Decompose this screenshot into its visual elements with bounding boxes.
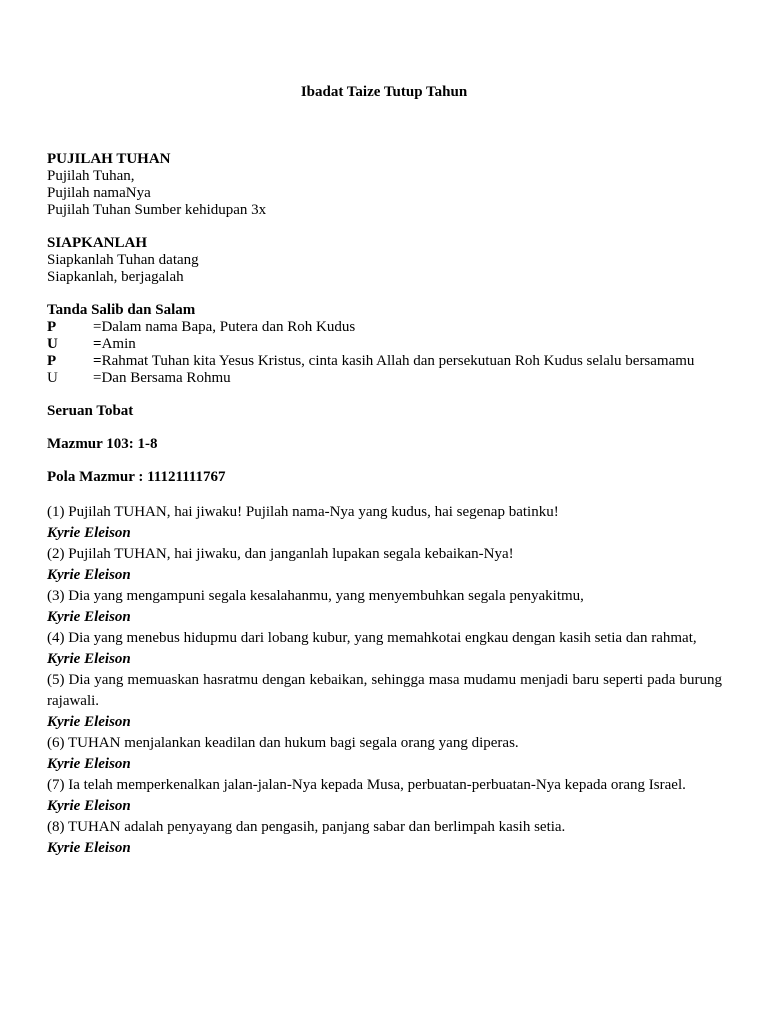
liturgy-text: Rahmat Tuhan kita Yesus Kristus, cinta kasih Allah dan persekutuan Roh Kudus selalu bersamamu (101, 353, 695, 369)
liturgy-equals: = (93, 319, 102, 335)
section-heading-seruan-tobat: Seruan Tobat (47, 403, 134, 419)
psalm-response: Kyrie Eleison (47, 525, 131, 541)
speaker-label: U (47, 370, 58, 386)
song-heading-pujilah-tuhan: PUJILAH TUHAN (47, 151, 171, 167)
speaker-label: P (47, 319, 57, 335)
psalm-verse: (8) TUHAN adalah penyayang dan pengasih, panjang sabar dan berlimpah kasih setia. (47, 819, 566, 835)
psalm-pattern: Pola Mazmur : 11121111767 (47, 469, 226, 485)
liturgy-equals: = (93, 336, 102, 352)
liturgy-line (47, 353, 722, 370)
psalm-response: Kyrie Eleison (47, 714, 131, 730)
song-line: Pujilah namaNya (47, 185, 151, 201)
liturgy-text: Dalam nama Bapa, Putera dan Roh Kudus (101, 319, 356, 335)
psalm-verse: (3) Dia yang mengampuni segala kesalahanmu, yang menyembuhkan segala penyakitmu, (47, 588, 584, 604)
speaker-label: U (47, 336, 58, 352)
song-line: Siapkanlah, berjagalah (47, 269, 184, 285)
psalm-verse: (5) Dia yang memuaskan hasratmu dengan kebaikan, sehingga masa mudamu menjadi baru seperti pada burung rajawali. (47, 672, 722, 709)
liturgy-equals: = (93, 370, 102, 386)
psalm-verse: (2) Pujilah TUHAN, hai jiwaku, dan janganlah lupakan segala kebaikan-Nya! (47, 546, 514, 562)
liturgy-equals: = (93, 353, 102, 369)
liturgy-line (47, 370, 722, 387)
psalm-verse: (7) Ia telah memperkenalkan jalan-jalan-Nya kepada Musa, perbuatan-perbuatan-Nya kepada orang Israel. (47, 777, 686, 793)
document-body (47, 151, 722, 859)
psalm-response: Kyrie Eleison (47, 651, 131, 667)
psalm-response: Kyrie Eleison (47, 798, 131, 814)
psalm-response: Kyrie Eleison (47, 609, 131, 625)
section-heading-mazmur: Mazmur 103: 1-8 (47, 436, 158, 452)
psalm-response: Kyrie Eleison (47, 840, 131, 856)
song-line: Siapkanlah Tuhan datang (47, 252, 199, 268)
speaker-label: P (47, 353, 57, 369)
liturgy-line (47, 319, 722, 336)
section-heading-tanda-salib: Tanda Salib dan Salam (47, 302, 196, 318)
song-line: Pujilah Tuhan, (47, 168, 135, 184)
psalm-response: Kyrie Eleison (47, 756, 131, 772)
psalm-response: Kyrie Eleison (47, 567, 131, 583)
psalm-verse: (6) TUHAN menjalankan keadilan dan hukum bagi segala orang yang diperas. (47, 735, 519, 751)
song-line: Pujilah Tuhan Sumber kehidupan 3x (47, 202, 267, 218)
song-heading-siapkanlah: SIAPKANLAH (47, 235, 148, 251)
liturgy-text: Dan Bersama Rohmu (101, 370, 231, 386)
document-title: Ibadat Taize Tutup Tahun (300, 84, 468, 100)
liturgy-text: Amin (101, 336, 136, 352)
psalm-verse: (4) Dia yang menebus hidupmu dari lobang kubur, yang memahkotai engkau dengan kasih setia dan rahmat, (47, 630, 697, 646)
psalm-verse: (1) Pujilah TUHAN, hai jiwaku! Pujilah nama-Nya yang kudus, hai segenap batinku! (47, 504, 559, 520)
liturgy-line (47, 336, 722, 353)
